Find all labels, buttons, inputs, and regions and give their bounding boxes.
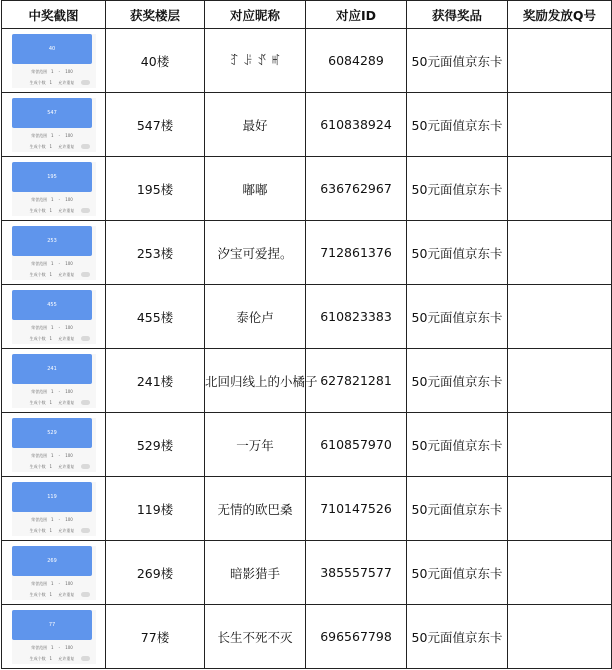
toggle-icon — [81, 592, 90, 597]
table-row — [2, 477, 612, 541]
thumbnail-range-line: 荣誉范围 1 - 100 — [31, 580, 73, 586]
qq-cell — [508, 157, 612, 221]
table-row — [2, 541, 612, 605]
prize-cell: 50元面值京东卡 — [407, 349, 508, 413]
thumbnail-banner: 547 — [12, 98, 92, 128]
prize-cell: 50元面值京东卡 — [407, 29, 508, 93]
winning-screenshot-thumbnail — [12, 34, 96, 88]
header-qq: 奖励发放Q号 — [508, 1, 612, 29]
thumbnail-count-line: 生成个数 1 允许重复 — [29, 399, 75, 405]
thumbnail-count-line: 生成个数 1 允许重复 — [29, 271, 75, 277]
id-cell: 696567798 — [306, 605, 407, 669]
thumbnail-count-line: 生成个数 1 允许重复 — [29, 463, 75, 469]
header-screenshot: 中奖截图 — [2, 1, 106, 29]
thumbnail-banner: 40 — [12, 34, 92, 64]
nickname-cell: 泰伦卢 — [205, 285, 306, 349]
qq-cell — [508, 221, 612, 285]
floor-cell: 269楼 — [106, 541, 205, 605]
id-cell: 712861376 — [306, 221, 407, 285]
table-row — [2, 93, 612, 157]
toggle-icon — [81, 400, 90, 405]
floor-cell: 119楼 — [106, 477, 205, 541]
floor-cell: 241楼 — [106, 349, 205, 413]
qq-cell — [508, 605, 612, 669]
table-row — [2, 285, 612, 349]
thumbnail-range-line: 荣誉范围 1 - 100 — [31, 644, 73, 650]
id-cell: 710147526 — [306, 477, 407, 541]
screenshot-cell — [2, 605, 106, 669]
winning-screenshot-thumbnail — [12, 162, 96, 216]
floor-cell: 77楼 — [106, 605, 205, 669]
toggle-icon — [81, 656, 90, 661]
prize-cell: 50元面值京东卡 — [407, 157, 508, 221]
nickname-cell: ꆈ ꌠ ꀋ ꎭ — [205, 29, 306, 93]
id-cell: 627821281 — [306, 349, 407, 413]
thumbnail-banner: 253 — [12, 226, 92, 256]
floor-cell: 547楼 — [106, 93, 205, 157]
table-row — [2, 29, 612, 93]
thumbnail-range-line: 荣誉范围 1 - 100 — [31, 68, 73, 74]
prize-cell: 50元面值京东卡 — [407, 541, 508, 605]
id-cell: 6084289 — [306, 29, 407, 93]
nickname-cell: 暗影猎手 — [205, 541, 306, 605]
winning-screenshot-thumbnail — [12, 290, 96, 344]
screenshot-cell — [2, 93, 106, 157]
qq-cell — [508, 29, 612, 93]
screenshot-cell — [2, 285, 106, 349]
nickname-cell: 北回归线上的小橘子 — [205, 349, 306, 413]
toggle-icon — [81, 80, 90, 85]
qq-cell — [508, 477, 612, 541]
id-cell: 610838924 — [306, 93, 407, 157]
thumbnail-banner: 195 — [12, 162, 92, 192]
winning-screenshot-thumbnail — [12, 418, 96, 472]
thumbnail-count-line: 生成个数 1 允许重复 — [29, 143, 75, 149]
winning-screenshot-thumbnail — [12, 546, 96, 600]
screenshot-cell — [2, 221, 106, 285]
thumbnail-count-line: 生成个数 1 允许重复 — [29, 655, 75, 661]
prize-cell: 50元面值京东卡 — [407, 221, 508, 285]
screenshot-cell — [2, 541, 106, 605]
thumbnail-range-line: 荣誉范围 1 - 100 — [31, 452, 73, 458]
winning-screenshot-thumbnail — [12, 610, 96, 664]
table-row — [2, 349, 612, 413]
id-cell: 636762967 — [306, 157, 407, 221]
floor-cell: 195楼 — [106, 157, 205, 221]
screenshot-cell — [2, 29, 106, 93]
table-row — [2, 413, 612, 477]
toggle-icon — [81, 272, 90, 277]
thumbnail-banner: 119 — [12, 482, 92, 512]
qq-cell — [508, 349, 612, 413]
floor-cell: 529楼 — [106, 413, 205, 477]
thumbnail-banner: 77 — [12, 610, 92, 640]
qq-cell — [508, 93, 612, 157]
thumbnail-count-line: 生成个数 1 允许重复 — [29, 527, 75, 533]
floor-cell: 253楼 — [106, 221, 205, 285]
nickname-cell: 嘟嘟 — [205, 157, 306, 221]
winners-table — [1, 0, 612, 669]
toggle-icon — [81, 528, 90, 533]
qq-cell — [508, 541, 612, 605]
qq-cell — [508, 285, 612, 349]
header-id: 对应ID — [306, 1, 407, 29]
nickname-cell: 无情的欧巴桑 — [205, 477, 306, 541]
thumbnail-banner: 529 — [12, 418, 92, 448]
nickname-cell: 汐宝可爱捏。 — [205, 221, 306, 285]
floor-cell: 455楼 — [106, 285, 205, 349]
table-row — [2, 605, 612, 669]
header-prize: 获得奖品 — [407, 1, 508, 29]
thumbnail-banner: 241 — [12, 354, 92, 384]
toggle-icon — [81, 336, 90, 341]
prize-cell: 50元面值京东卡 — [407, 93, 508, 157]
prize-cell: 50元面值京东卡 — [407, 605, 508, 669]
screenshot-cell — [2, 413, 106, 477]
toggle-icon — [81, 208, 90, 213]
id-cell: 385557577 — [306, 541, 407, 605]
winning-screenshot-thumbnail — [12, 226, 96, 280]
winning-screenshot-thumbnail — [12, 98, 96, 152]
thumbnail-count-line: 生成个数 1 允许重复 — [29, 591, 75, 597]
thumbnail-range-line: 荣誉范围 1 - 100 — [31, 388, 73, 394]
qq-cell — [508, 413, 612, 477]
id-cell: 610823383 — [306, 285, 407, 349]
thumbnail-range-line: 荣誉范围 1 - 100 — [31, 260, 73, 266]
id-cell: 610857970 — [306, 413, 407, 477]
thumbnail-count-line: 生成个数 1 允许重复 — [29, 207, 75, 213]
header-nickname: 对应昵称 — [205, 1, 306, 29]
nickname-cell: 最好 — [205, 93, 306, 157]
thumbnail-range-line: 荣誉范围 1 - 100 — [31, 132, 73, 138]
toggle-icon — [81, 464, 90, 469]
screenshot-cell — [2, 477, 106, 541]
prize-cell: 50元面值京东卡 — [407, 477, 508, 541]
table-row — [2, 221, 612, 285]
thumbnail-range-line: 荣誉范围 1 - 100 — [31, 516, 73, 522]
thumbnail-range-line: 荣誉范围 1 - 100 — [31, 324, 73, 330]
thumbnail-count-line: 生成个数 1 允许重复 — [29, 79, 75, 85]
header-floor: 获奖楼层 — [106, 1, 205, 29]
header-row — [2, 1, 612, 29]
prize-cell: 50元面值京东卡 — [407, 413, 508, 477]
nickname-cell: 一万年 — [205, 413, 306, 477]
floor-cell: 40楼 — [106, 29, 205, 93]
toggle-icon — [81, 144, 90, 149]
thumbnail-banner: 269 — [12, 546, 92, 576]
winning-screenshot-thumbnail — [12, 482, 96, 536]
screenshot-cell — [2, 349, 106, 413]
thumbnail-range-line: 荣誉范围 1 - 100 — [31, 196, 73, 202]
thumbnail-banner: 455 — [12, 290, 92, 320]
winning-screenshot-thumbnail — [12, 354, 96, 408]
thumbnail-count-line: 生成个数 1 允许重复 — [29, 335, 75, 341]
table-row — [2, 157, 612, 221]
prize-cell: 50元面值京东卡 — [407, 285, 508, 349]
screenshot-cell — [2, 157, 106, 221]
nickname-cell: 长生不死不灭 — [205, 605, 306, 669]
